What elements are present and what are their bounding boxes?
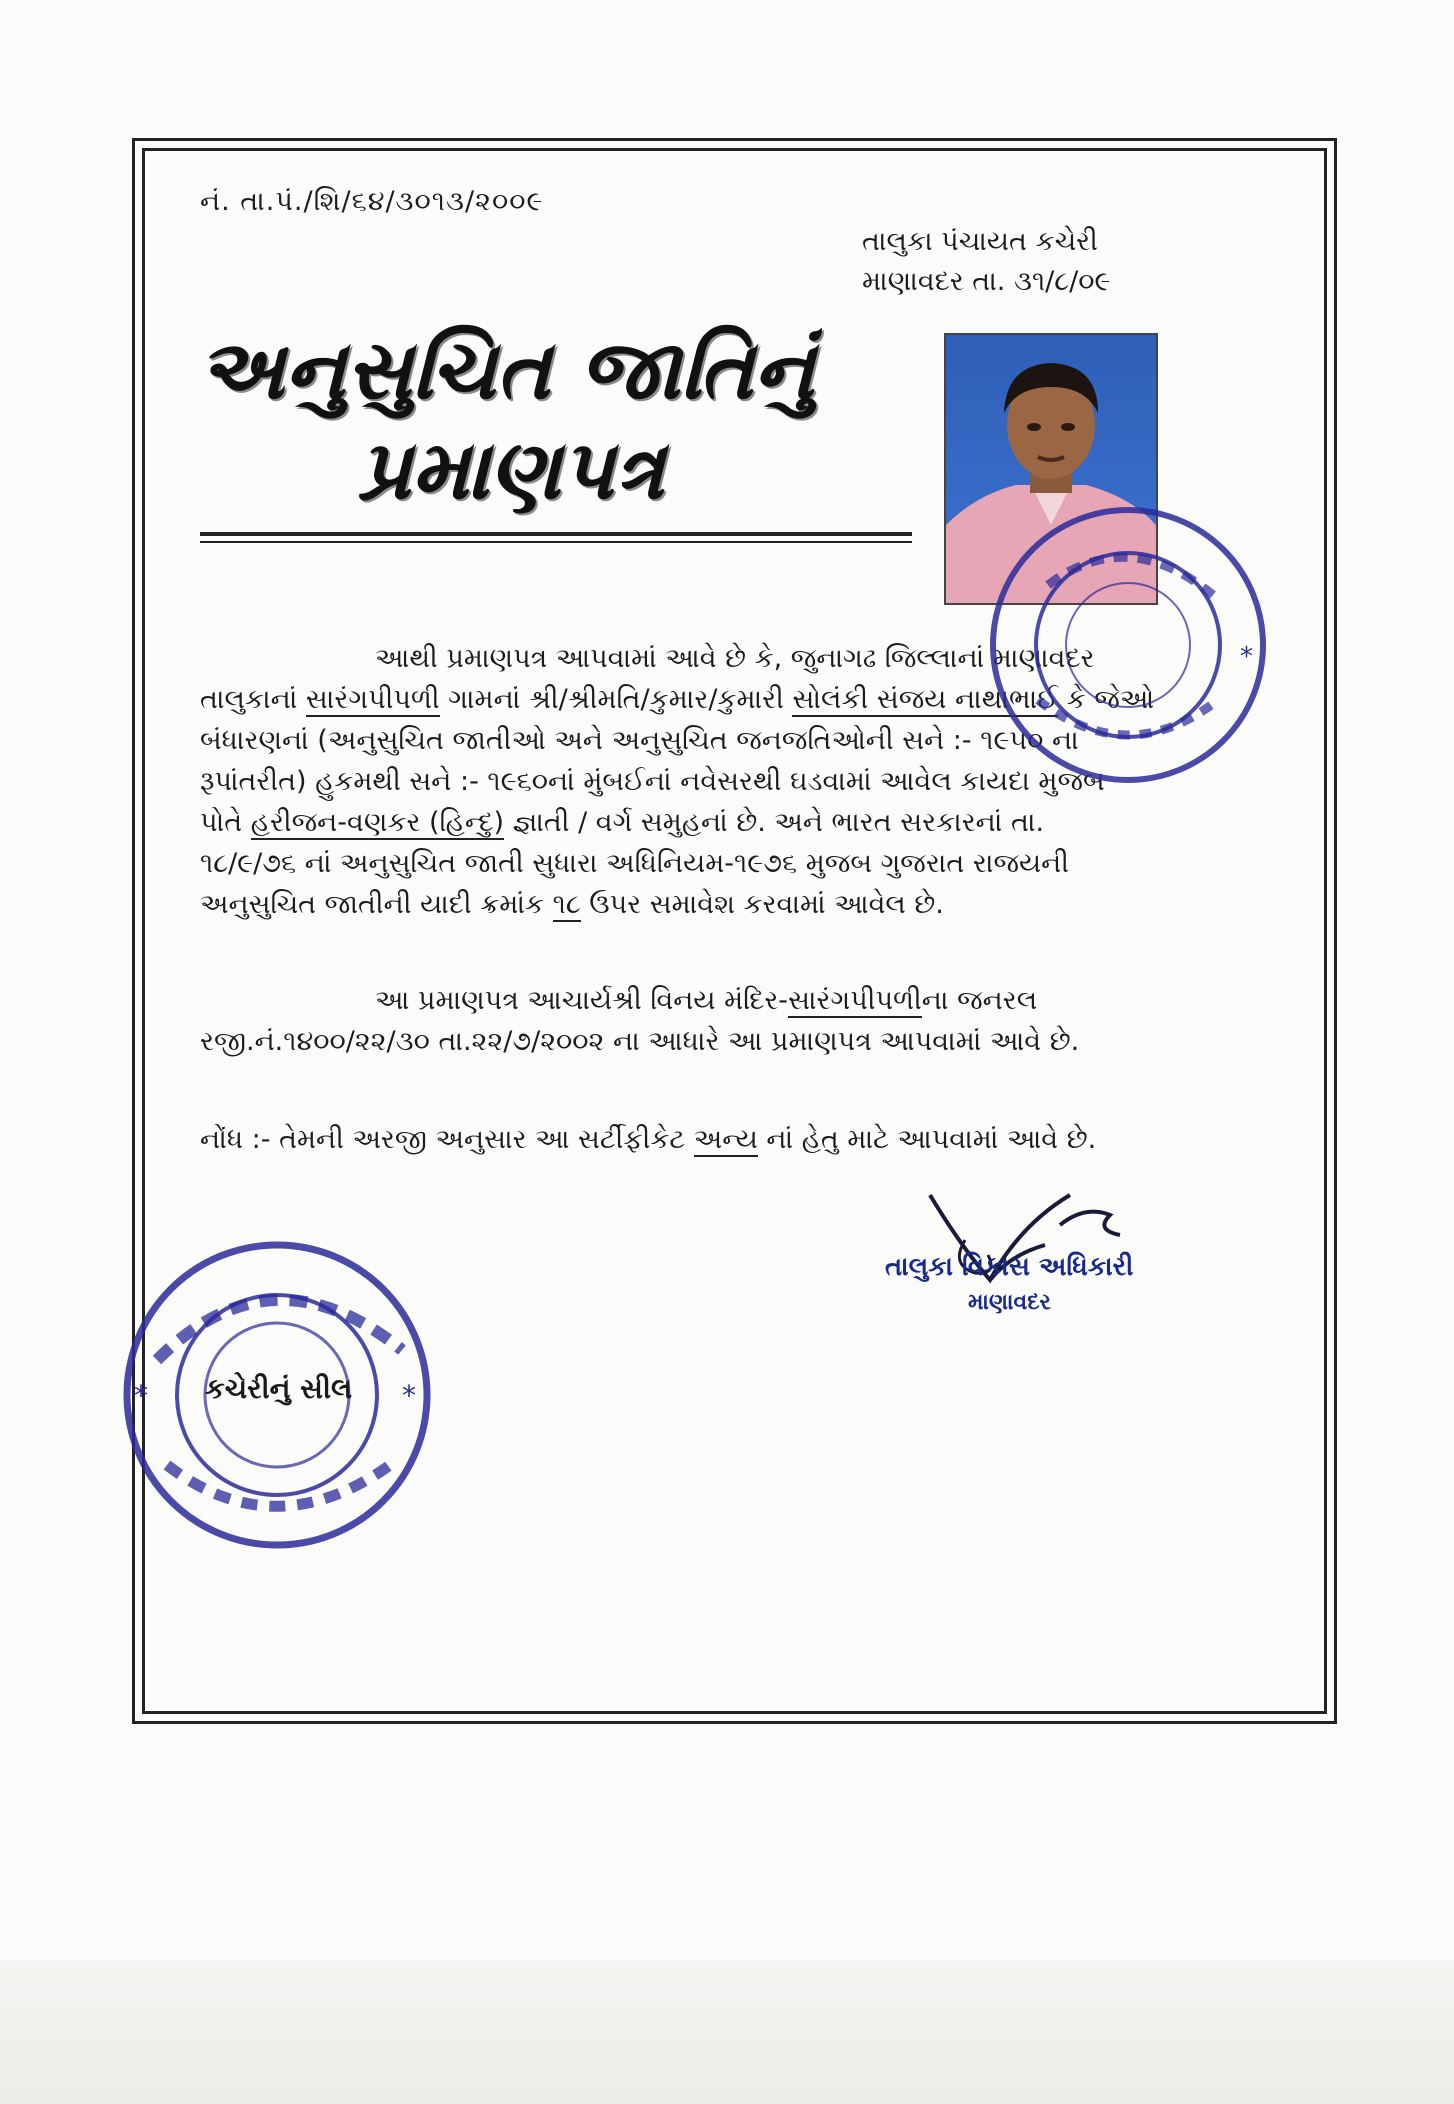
- seal-label: કચેરીનું સીલ: [205, 1372, 353, 1405]
- title-line-2: પ્રમાણપત્ર: [358, 422, 665, 518]
- certificate-basis: [200, 980, 1220, 1062]
- office-place-date: માણાવદર તા. ૩૧/૮/૦૯: [862, 266, 1111, 297]
- certificate-note: નોંધ :- તેમની અરજી અનુસાર આ સર્ટીફીકેટ અન્ય નાં હેતુ માટે આપવામાં આવે છે.: [200, 1124, 1097, 1155]
- caste-name: હરીજન-વણકર (હિન્દુ): [250, 807, 504, 838]
- body-line: આથી પ્રમાણપત્ર આપવામાં આવે છે કે, જુનાગઢ જિલ્લાનાં માણાવદર: [375, 643, 1095, 674]
- list-number: ૧૮: [552, 889, 581, 920]
- svg-text:*: *: [1240, 642, 1253, 672]
- body-line: તાલુકાનાં સારંગપીપળી ગામનાં શ્રી/શ્રીમતિ/કુમાર/કુમારી સોલંકી સંજય નાથાભાઈ કે જેઓ: [200, 684, 1155, 715]
- reference-number: નં. તા.પં./શિ/૬૪/૩૦૧૩/૨૦૦૯: [200, 186, 544, 217]
- body-line: અનુસુચિત જાતીની યાદી ક્રમાંક ૧૮ ઉપર સમાવેશ કરવામાં આવેલ છે.: [200, 889, 944, 920]
- certificate-title: [198, 320, 898, 520]
- basis-line: રજી.નં.૧૪૦૦/૨૨/૩૦ તા.૨૨/૭/૨૦૦૨ ના આધારે આ પ્રમાણપત્ર આપવામાં આવે છે.: [200, 1026, 1080, 1057]
- title-underline: [200, 532, 912, 536]
- body-line: ૧૮/૯/૭૬ નાં અનુસુચિત જાતી સુધારા અધિનિયમ-૧૯૭૬ મુજબ ગુજરાત રાજયની: [200, 848, 1069, 879]
- body-line: પોતે હરીજન-વણકર (હિન્દુ) જ્ઞાતી / વર્ગ સમુહનાં છે. અને ભારત સરકારનાં તા.: [200, 807, 1045, 838]
- page-bottom-edge: [0, 1960, 1454, 2104]
- person-name: સોલંકી સંજય નાથાભાઈ: [792, 684, 1059, 715]
- office-stamp-icon: [978, 495, 1278, 795]
- svg-text:*: *: [402, 1379, 416, 1412]
- village-name: સારંગપીપળી: [305, 684, 440, 715]
- basis-line: આ પ્રમાણપત્ર આચાર્યશ્રી વિનય મંદિર-સારંગપીપળીના જનરલ: [375, 985, 1038, 1016]
- purpose: અન્ય: [693, 1124, 758, 1155]
- title-underline-thin: [200, 541, 912, 543]
- office-name: તાલુકા પંચાયત કચેરી: [862, 226, 1098, 257]
- body-line: બંધારણનાં (અનુસુચિત જાતીઓ અને અનુસુચિત જનજતિઓની સને :- ૧૯૫૦ ના: [200, 725, 1079, 756]
- issuing-office: [862, 222, 1110, 302]
- school-village: સારંગપીપળી: [788, 985, 922, 1016]
- body-line: રૂપાંતરીત) હુકમથી સને :- ૧૯૬૦નાં મુંબઈનાં નવેસરથી ઘડવામાં આવેલ કાયદા મુજબ: [200, 766, 1105, 797]
- title-line-1: અનુસુચિત જાતિનું: [198, 322, 815, 418]
- signatory-place: માણાવદર: [968, 1290, 1051, 1315]
- signatory-title: તાલુકા વિકાસ અધિકારી: [885, 1252, 1134, 1282]
- svg-text:*: *: [134, 1379, 148, 1412]
